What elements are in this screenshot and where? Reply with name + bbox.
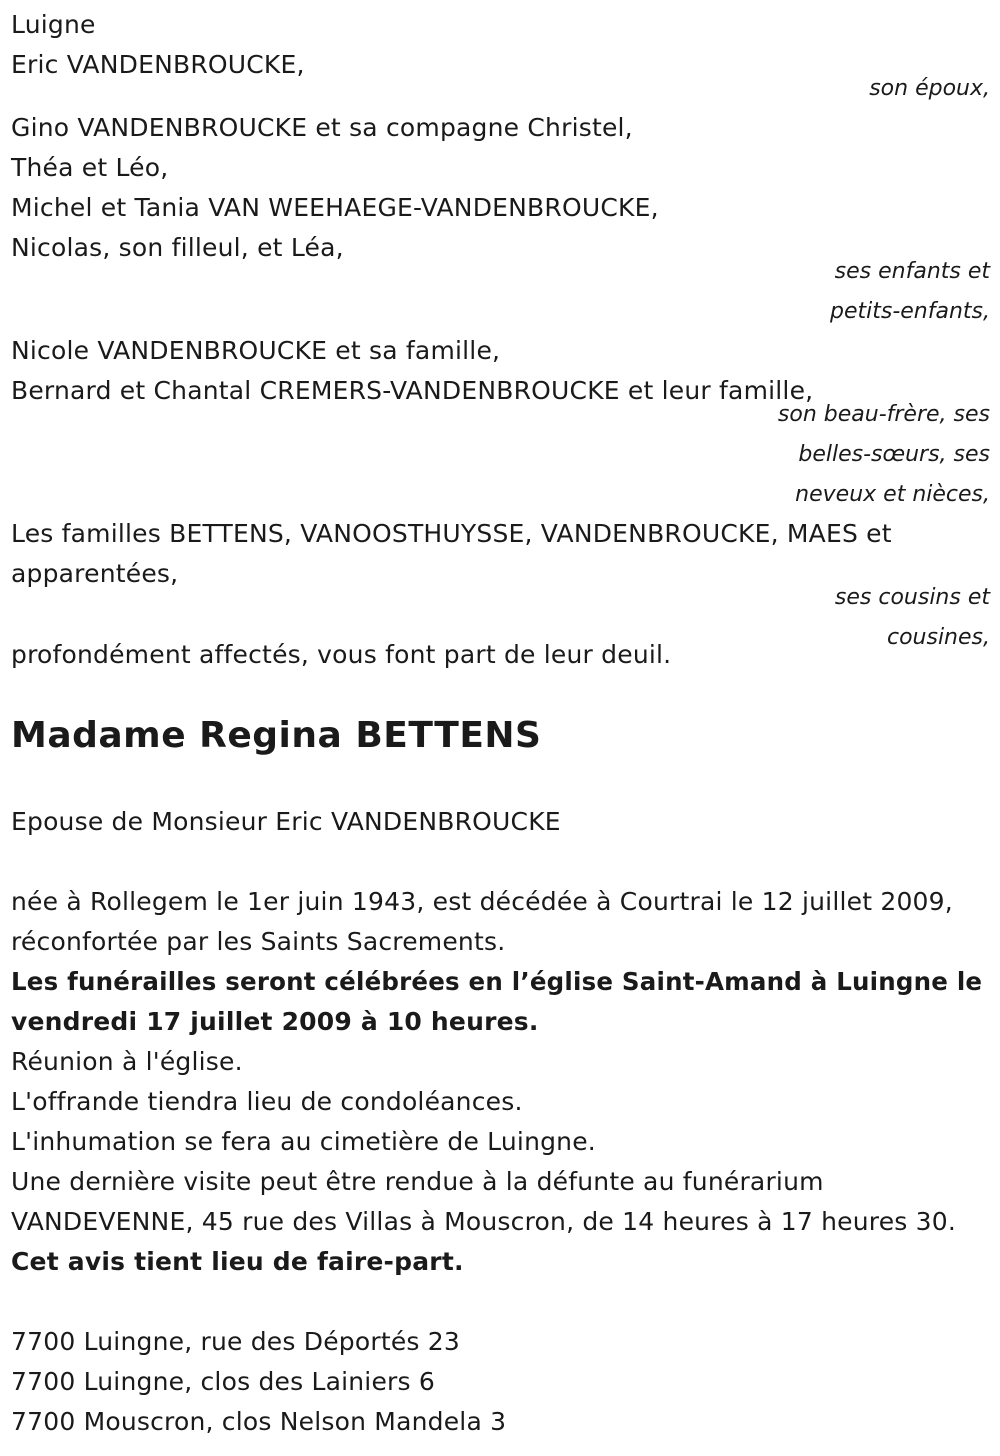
children-role: ses enfants et [834,259,990,284]
birth-death-line: née à Rollegem le 1er juin 1943, est décédée à Courtrai le 12 juillet 2009, [11,887,953,916]
closing-family-line: profondément affectés, vous font part de leur deuil. [11,640,672,669]
children-line: Michel et Tania VAN WEEHAEGE-VANDENBROUCKE, [11,193,659,222]
children-role: petits-enfants, [830,299,990,324]
children-line: Théa et Léo, [11,153,169,182]
inlaws-role: belles-sœurs, ses [798,442,990,467]
spouse-role: son époux, [869,76,990,101]
visit-line: VANDEVENNE, 45 rue des Villas à Mouscron, de 14 heures à 17 heures 30. [11,1207,957,1236]
funeral-line: Les funérailles seront célébrées en l’église Saint-Amand à Luingne le [11,967,983,996]
offering-line: L'offrande tiendra lieu de condoléances. [11,1087,523,1116]
cousins-role: cousines, [886,625,990,650]
inlaws-role: son beau-frère, ses [777,402,990,427]
meeting-line: Réunion à l'église. [11,1047,243,1076]
funeral-line: vendredi 17 juillet 2009 à 10 heures. [11,1007,539,1036]
children-line: Nicolas, son filleul, et Léa, [11,233,344,262]
deceased-spouse-line: Epouse de Monsieur Eric VANDENBROUCKE [11,807,561,836]
address-line: 7700 Mouscron, clos Nelson Mandela 3 [11,1407,507,1436]
spouse-line: Eric VANDENBROUCKE, [11,50,305,79]
burial-line: L'inhumation se fera au cimetière de Luingne. [11,1127,596,1156]
address-line: 7700 Luingne, clos des Lainiers 6 [11,1367,435,1396]
inlaws-line: Bernard et Chantal CREMERS-VANDENBROUCKE et leur famille, [11,376,814,405]
visit-line: Une dernière visite peut être rendue à la défunte au funérarium [11,1167,824,1196]
notice-line: Cet avis tient lieu de faire-part. [11,1247,464,1276]
sacraments-line: réconfortée par les Saints Sacrements. [11,927,506,956]
cousins-role: ses cousins et [834,585,990,610]
cousins-line: Les familles BETTENS, VANOOSTHUYSSE, VANDENBROUCKE, MAES et [11,519,892,548]
inlaws-role: neveux et nièces, [795,482,990,507]
cousins-line: apparentées, [11,559,179,588]
inlaws-line: Nicole VANDENBROUCKE et sa famille, [11,336,501,365]
address-line: 7700 Luingne, rue des Déportés 23 [11,1327,460,1356]
children-line: Gino VANDENBROUCKE et sa compagne Christel, [11,113,633,142]
deceased-name: Madame Regina BETTENS [11,715,542,756]
place-line: Luigne [11,10,96,39]
